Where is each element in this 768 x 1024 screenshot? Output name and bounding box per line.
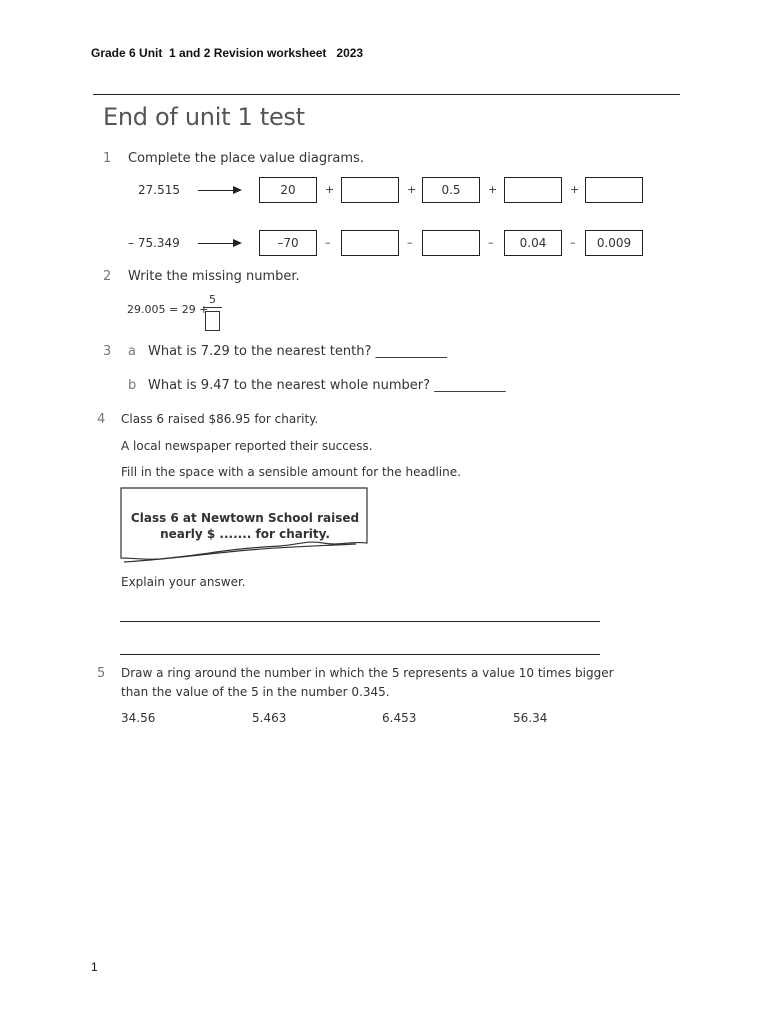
q1-row2-op-2: – <box>407 236 413 249</box>
q4-line3: Fill in the space with a sensible amount for the headline. <box>121 465 461 479</box>
q1-row1-box-4[interactable] <box>504 177 562 203</box>
q5-number: 5 <box>97 666 106 681</box>
q1-row2-op-1: – <box>325 236 331 249</box>
q1-row1-box-1[interactable]: 20 <box>259 177 317 203</box>
q1-row1-op-2: + <box>407 183 417 196</box>
answer-line-2[interactable] <box>120 654 600 655</box>
q1-row2-box-3[interactable] <box>422 230 480 256</box>
q2-numerator: 5 <box>209 293 216 306</box>
q1-row2-number: – 75.349 <box>128 236 180 250</box>
header-divider <box>93 94 680 95</box>
q2-equation: 29.005 = 29 + <box>127 303 209 316</box>
q1-row1-op-1: + <box>325 183 335 196</box>
q1-number: 1 <box>103 151 112 166</box>
q4-explain: Explain your answer. <box>121 575 246 589</box>
q1-row2-box-4[interactable]: 0.04 <box>504 230 562 256</box>
q4-line1: Class 6 raised $86.95 for charity. <box>121 412 319 426</box>
q5-option-4[interactable]: 56.34 <box>513 711 548 725</box>
headline-line1: Class 6 at Newtown School raised <box>130 511 360 525</box>
q2-denominator-box[interactable] <box>205 311 220 331</box>
q3b-text: What is 9.47 to the nearest whole number? ___________ <box>148 378 506 393</box>
q1-row1-box-5[interactable] <box>585 177 643 203</box>
q1-row1-op-3: + <box>488 183 498 196</box>
q1-row1-box-3[interactable]: 0.5 <box>422 177 480 203</box>
q5-line2: than the value of the 5 in the number 0.345. <box>121 685 390 699</box>
q1-row2-box-5[interactable]: 0.009 <box>585 230 643 256</box>
q1-row2-box-2[interactable] <box>341 230 399 256</box>
q1-row1-box-2[interactable] <box>341 177 399 203</box>
q5-option-1[interactable]: 34.56 <box>121 711 156 725</box>
q1-row1-op-4: + <box>570 183 580 196</box>
q1-row2-op-4: – <box>570 236 576 249</box>
q2-number: 2 <box>103 269 112 284</box>
q3-number: 3 <box>103 344 112 359</box>
q2-fraction-bar <box>203 307 222 308</box>
q1-row1-arrow-icon <box>198 190 240 191</box>
q5-line1: Draw a ring around the number in which the 5 represents a value 10 times bigger <box>121 666 614 680</box>
answer-line-1[interactable] <box>120 621 600 622</box>
q1-prompt: Complete the place value diagrams. <box>128 151 364 166</box>
q1-row2-op-3: – <box>488 236 494 249</box>
q5-option-2[interactable]: 5.463 <box>252 711 287 725</box>
q1-row2-arrow-icon <box>198 243 240 244</box>
q3a-text: What is 7.29 to the nearest tenth? ___________ <box>148 344 447 359</box>
q3b-label: b <box>128 378 137 393</box>
q5-option-3[interactable]: 6.453 <box>382 711 417 725</box>
q1-row1-number: 27.515 <box>138 183 180 197</box>
headline-line2: nearly $ ....... for charity. <box>160 527 330 541</box>
q3a-label: a <box>128 344 136 359</box>
q4-number: 4 <box>97 412 106 427</box>
q2-prompt: Write the missing number. <box>128 269 300 284</box>
q1-row2-box-1[interactable]: –70 <box>259 230 317 256</box>
q4-line2: A local newspaper reported their success. <box>121 439 373 453</box>
test-title: End of unit 1 test <box>103 103 305 131</box>
worksheet-header: Grade 6 Unit 1 and 2 Revision worksheet 2023 <box>91 46 364 60</box>
page-number: 1 <box>91 960 98 974</box>
